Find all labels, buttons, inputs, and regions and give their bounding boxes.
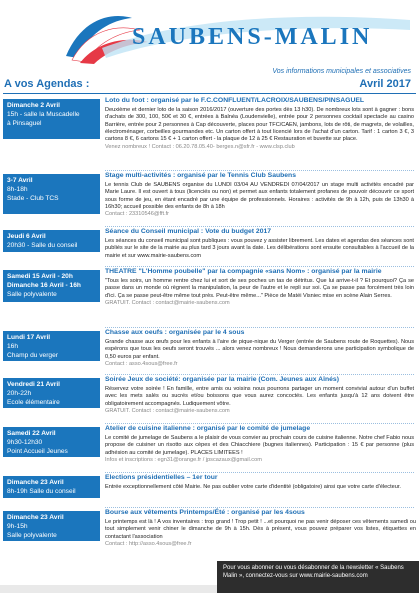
entry-body: Grande chasse aux œufs pour les enfants à l'aire de pique-nique du Verger (entrée de Saubens route de Roquettes). Nous espérons que tous les oeufs seront trouvés ... alors venez nombreux ! Nous demanderons une participation symbolique de 0,50 euros par enfant. xyxy=(105,338,414,360)
entry-contact: GRATUIT. Contact : contact@mairie-saubens.com xyxy=(105,408,230,415)
month-label: Avril 2017 xyxy=(359,78,411,90)
entry-contact: Contact : asso.4sous@free.fr xyxy=(105,361,178,368)
date-line: Samedi 22 Avril xyxy=(7,430,56,437)
entry-body: Les séances du conseil municipal sont publiques : vous pouvez y assister librement. Les dates et agendas des séances sont publiés sur le site de la mairie au plus tard 3 jours avant la date. Les délibérations sont ensuite consultables à l'accueil de la mairie et sur www.mairie-saubens.com xyxy=(105,237,414,259)
date-line: Dimanche 2 Avril xyxy=(7,102,61,109)
date-box xyxy=(3,230,100,252)
entry-body: Le printemps est là ! A vos inventaires : trop grand ! Trop petit ! ...et pourquoi ne pas venir déposer ces vêtements samedi ou tout simplement venir chiner le dimanche de 9h à 15h. Dès à présent, vous pouvez préparer vos listes, étiquettes en contactant l'association xyxy=(105,518,416,540)
entry-title: Atelier de cuisine italienne : organisé par le comité de jumelage xyxy=(105,425,311,432)
date-line: 9h-15h xyxy=(7,522,28,530)
date-box xyxy=(3,511,100,541)
entry-body: Deuxième et dernier loto de la saison 2016/2017 (ouverture des portes dès 13 h30). De nombreux lots sont à gagner : bons d'achats de 300, 100, 50€ et 30 €, entrées à Balnéa (Loudenvielle), entrée pour 2 personnes cocktail spectacle au casino Barrière, entrée pour 2 personnes à Cap découverte, places pour TFC/CAEN, jambons, lots de rôti, de magrets, de volailles, électroménager, corbeilles gourmandes etc. Un carton offert à tout licencié lors de l'achat d'un carton. Tarif : 1 carton 3 €, 3 cartons 8 €, 6 cartons 15 € + 1 carton offert - la plaque de 12 à 25 € Restauration et buvette sur place. xyxy=(105,106,414,143)
date-line: Dimanche 16 Avril - 16h xyxy=(7,281,81,289)
entry-title: THEATRE "L'Homme poubelle" par la compagnie «sans Nom» : organisé par la mairie xyxy=(105,268,382,275)
date-line: Ecole élémentaire xyxy=(7,398,60,406)
date-line: à Pinsaguel xyxy=(7,119,42,127)
newsletter-text: Pour vous abonner ou vous désabonner de la newsletter « Saubens Malin », connectez-vous sur www.mairie-saubens.com xyxy=(223,565,404,580)
bottom-band xyxy=(0,585,217,593)
date-line: 20h-22h xyxy=(7,389,32,397)
date-line: 9h30-12h30 xyxy=(7,438,43,446)
date-line: Salle polyvalente xyxy=(7,531,57,539)
entry-contact: GRATUIT. Contact : contact@mairie-saubens.com xyxy=(105,300,230,307)
entry-contact: Venez nombreux ! Contact : 06.20.78.05.40- berges.n@sfr.fr - www.clsp.club xyxy=(105,143,295,150)
saubens-malin-banner xyxy=(62,8,414,66)
entry-content xyxy=(105,474,414,491)
entry-title: Elections présidentielles – 1er tour xyxy=(105,474,218,481)
separator xyxy=(105,472,414,473)
entry-body: Le comité de jumelage de Saubens a le plaisir de vous convier au prochain cours de cuisine italienne. Notre chef Fabio nous propose de cuisiner un risotto aux cèpes et des Chiacchiere (bugnes italiennes). Participation : 15 € par personne (plus adhésion au comité de jumelage). PLACES LIMITEES ! xyxy=(105,434,414,456)
entry-title: Chasse aux oeufs : organisée par le 4 sous xyxy=(105,329,245,336)
date-box xyxy=(3,476,100,498)
date-box xyxy=(3,270,100,302)
header xyxy=(0,0,419,80)
separator xyxy=(105,423,414,424)
subtitle: Vos informations municipales et associatives xyxy=(272,68,411,75)
separator xyxy=(105,327,414,328)
entry-contact: Contact : http://asso.4sous@free.fr xyxy=(105,541,192,548)
entry-content xyxy=(105,376,414,415)
header-rule xyxy=(3,93,416,94)
entry-body: Entrée exceptionnellement côté Mairie. Ne pas oublier votre carte d'identité (obligatoire) ainsi que votre carte d'électeur. xyxy=(105,483,401,490)
date-box xyxy=(3,331,100,361)
newsletter-footer xyxy=(217,561,419,593)
entry-body: Le tennis Club de SAUBENS organise du LUNDI 03/04 AU VENDREDI 07/04/2017 un stage multi activités encadré par Marie Laure. Il est ouvert à tous (licenciés ou non) et permet aux enfants totalement profanes de pouvoir découvrir ce sport sous forme de jeu, en étant encadré par une équipe de professionnels. Horaires : activités de 9h à 12h, puis de 13h30 à 16h30; accueil possible des enfants de 8h à 18h xyxy=(105,181,414,211)
date-line: Point Accueil Jeunes xyxy=(7,447,68,455)
separator xyxy=(105,170,414,171)
separator xyxy=(105,374,414,375)
agenda-list xyxy=(3,95,416,563)
separator xyxy=(105,226,414,227)
entry-title: Stage multi-activités : organisé par le Tennis Club Saubens xyxy=(105,172,296,179)
date-line: Lundi 17 Avril xyxy=(7,334,51,341)
date-line: 16h xyxy=(7,342,19,350)
entry-title: Loto du foot : organisé par le F.C.CONFLUENT/LACROIX/SAUBENS/PINSAGUEL xyxy=(105,97,365,104)
date-line: 3-7 Avril xyxy=(7,177,33,184)
date-line: Salle polyvalente xyxy=(7,290,57,298)
date-line: 20h30 - Salle du conseil xyxy=(7,241,78,249)
entry-title: Soirée Jeux de société: organisée par la mairie (Com. Jeunes aux Aînés) xyxy=(105,376,339,383)
date-line: Champ du verger xyxy=(7,351,58,359)
entry-title: Séance du Conseil municipal : Vote du budget 2017 xyxy=(105,228,272,235)
entry-title: Bourse aux vêtements Printemps/Été : organisé par les 4sous xyxy=(105,509,305,516)
date-box xyxy=(3,174,100,214)
date-line: 15h - salle la Muscadelle xyxy=(7,110,80,118)
date-line: Vendredi 21 Avril xyxy=(7,381,61,388)
entry-body: Réservez votre soirée ! En famille, entre amis ou voisins nous pourrons partager un moment convivial autour d'un buffet avec les mets salés ou sucrés et/ou boissons que vous aurez concoctés. Les enfants jusqu'à 12 ans doivent être obligatoirement accompagnés. Ludiquement vôtre. xyxy=(105,385,414,407)
date-line: 8h-19h Salle du conseil xyxy=(7,487,76,495)
entry-content xyxy=(105,509,416,548)
entry-content xyxy=(105,228,414,260)
separator xyxy=(105,266,414,267)
agenda-title: A vos Agendas : xyxy=(4,78,90,90)
entry-content xyxy=(105,172,414,219)
date-box xyxy=(3,427,100,457)
entry-content xyxy=(105,425,414,464)
brand-text: SAUBENS-MALIN xyxy=(132,24,373,50)
entry-contact: Infos et inscriptions : egn31@orange.fr / jpscazaux@gmail.com xyxy=(105,457,262,464)
date-line: Samedi 15 Avril - 20h xyxy=(7,273,73,280)
date-line: Jeudi 6 Avril xyxy=(7,233,46,240)
date-box xyxy=(3,99,100,139)
date-line: 8h-18h xyxy=(7,185,28,193)
date-line: Dimanche 23 Avril xyxy=(7,479,64,486)
entry-body: "Tous les soirs, un homme rentre chez lui et sort de ses poches un tas de détritus. Que lui arrive-t-il ? Et pourquoi? Ça se passe dans un monde où règnent la manipulation, la peur de l'autre et le repli sur soi. Ça se passe pas forcément très loin d'ici. Ça se passe peut-être même tout près. Peut-être même..." Pièce de Matéi Visniec mise en scène Alain Serres. xyxy=(105,277,414,299)
entry-content xyxy=(105,97,414,151)
date-line: Dimanche 23 Avril xyxy=(7,514,64,521)
entry-content xyxy=(105,268,414,307)
entry-contact: Contact : 23310546@fft.fr xyxy=(105,211,170,218)
date-line: Stade - Club TCS xyxy=(7,194,59,202)
entry-content xyxy=(105,329,414,368)
date-box xyxy=(3,378,100,408)
separator xyxy=(105,507,414,508)
